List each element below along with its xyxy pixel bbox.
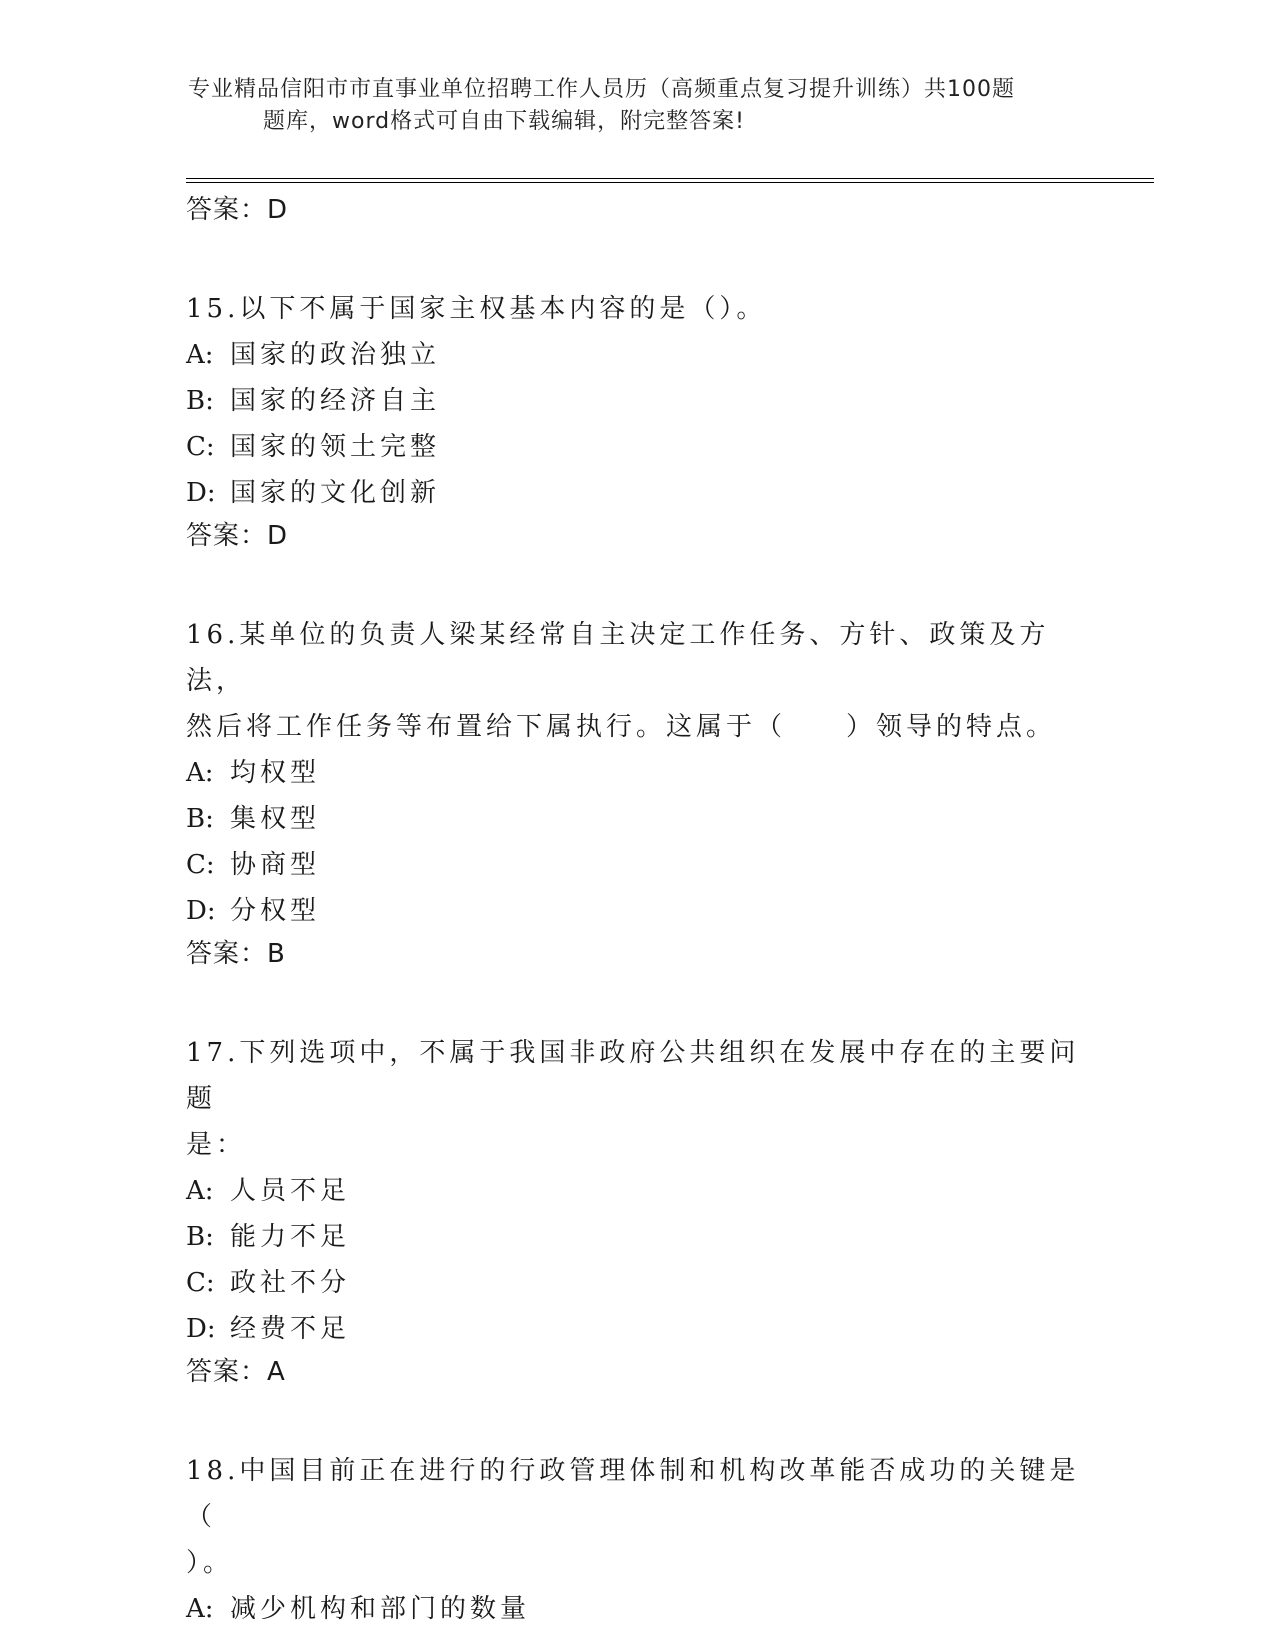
answer-line: 答案：B <box>186 939 286 969</box>
header-title-line1: 专业精品信阳市市直事业单位招聘工作人员历（高频重点复习提升训练）共100题 <box>188 77 1015 102</box>
option-text: 能力不足 <box>230 1222 351 1252</box>
option-letter: B: <box>186 804 214 834</box>
option-a <box>186 1586 1086 1632</box>
option-d <box>186 470 1086 516</box>
option-letter: C: <box>186 850 215 880</box>
question-15 <box>186 286 1086 562</box>
option-letter: C: <box>186 1268 215 1298</box>
question-16 <box>186 612 1086 980</box>
option-letter: A: <box>186 1594 214 1624</box>
question-text-line1: 16.某单位的负责人梁某经常自主决定工作任务、方针、政策及方法， <box>186 620 1050 696</box>
option-text: 政社不分 <box>230 1268 351 1298</box>
question-text-line1: 18.中国目前正在进行的行政管理体制和机构改革能否成功的关键是（ <box>186 1456 1080 1532</box>
header-rule-top <box>186 178 1154 179</box>
option-letter: A: <box>186 758 214 788</box>
option-c <box>186 424 1086 470</box>
option-d <box>186 888 1086 934</box>
document-body <box>186 190 1086 1632</box>
question-18 <box>186 1448 1086 1632</box>
question-text: 15.以下不属于国家主权基本内容的是（）。 <box>186 294 767 324</box>
option-a <box>186 332 1086 378</box>
option-b <box>186 1214 1086 1260</box>
option-c <box>186 842 1086 888</box>
option-text: 国家的经济自主 <box>230 386 441 416</box>
answer-line: 答案：D <box>186 195 289 225</box>
question-text-line2: 是： <box>186 1130 247 1160</box>
option-text: 均权型 <box>230 758 321 788</box>
option-text: 集权型 <box>230 804 321 834</box>
question-17 <box>186 1030 1086 1398</box>
option-text: 国家的文化创新 <box>230 478 441 508</box>
option-letter: C: <box>186 432 215 462</box>
option-letter: B: <box>186 1222 214 1252</box>
option-text: 分权型 <box>230 896 321 926</box>
option-text: 经费不足 <box>230 1314 351 1344</box>
question-text-line2: 然后将工作任务等布置给下属执行。这属于（ ）领导的特点。 <box>186 712 1057 742</box>
option-c <box>186 1260 1086 1306</box>
option-letter: D: <box>186 896 216 926</box>
answer-line: 答案：D <box>186 521 289 551</box>
question-text-line2: ）。 <box>186 1548 234 1578</box>
option-text: 国家的政治独立 <box>230 340 441 370</box>
option-text: 减少机构和部门的数量 <box>230 1594 531 1624</box>
option-text: 协商型 <box>230 850 321 880</box>
option-b <box>186 378 1086 424</box>
option-d <box>186 1306 1086 1352</box>
header-title-line2: 题库，word格式可自由下载编辑，附完整答案! <box>263 109 745 134</box>
header-rule-bottom <box>186 182 1154 183</box>
option-text: 人员不足 <box>230 1176 351 1206</box>
option-letter: B: <box>186 386 214 416</box>
option-letter: D: <box>186 1314 216 1344</box>
page-header <box>188 74 1088 138</box>
option-text: 国家的领土完整 <box>230 432 441 462</box>
option-a <box>186 750 1086 796</box>
option-b <box>186 796 1086 842</box>
option-letter: A: <box>186 340 214 370</box>
answer-line: 答案：A <box>186 1357 286 1387</box>
option-a <box>186 1168 1086 1214</box>
option-letter: D: <box>186 478 216 508</box>
option-letter: A: <box>186 1176 214 1206</box>
question-text-line1: 17.下列选项中，不属于我国非政府公共组织在发展中存在的主要问题 <box>186 1038 1080 1114</box>
